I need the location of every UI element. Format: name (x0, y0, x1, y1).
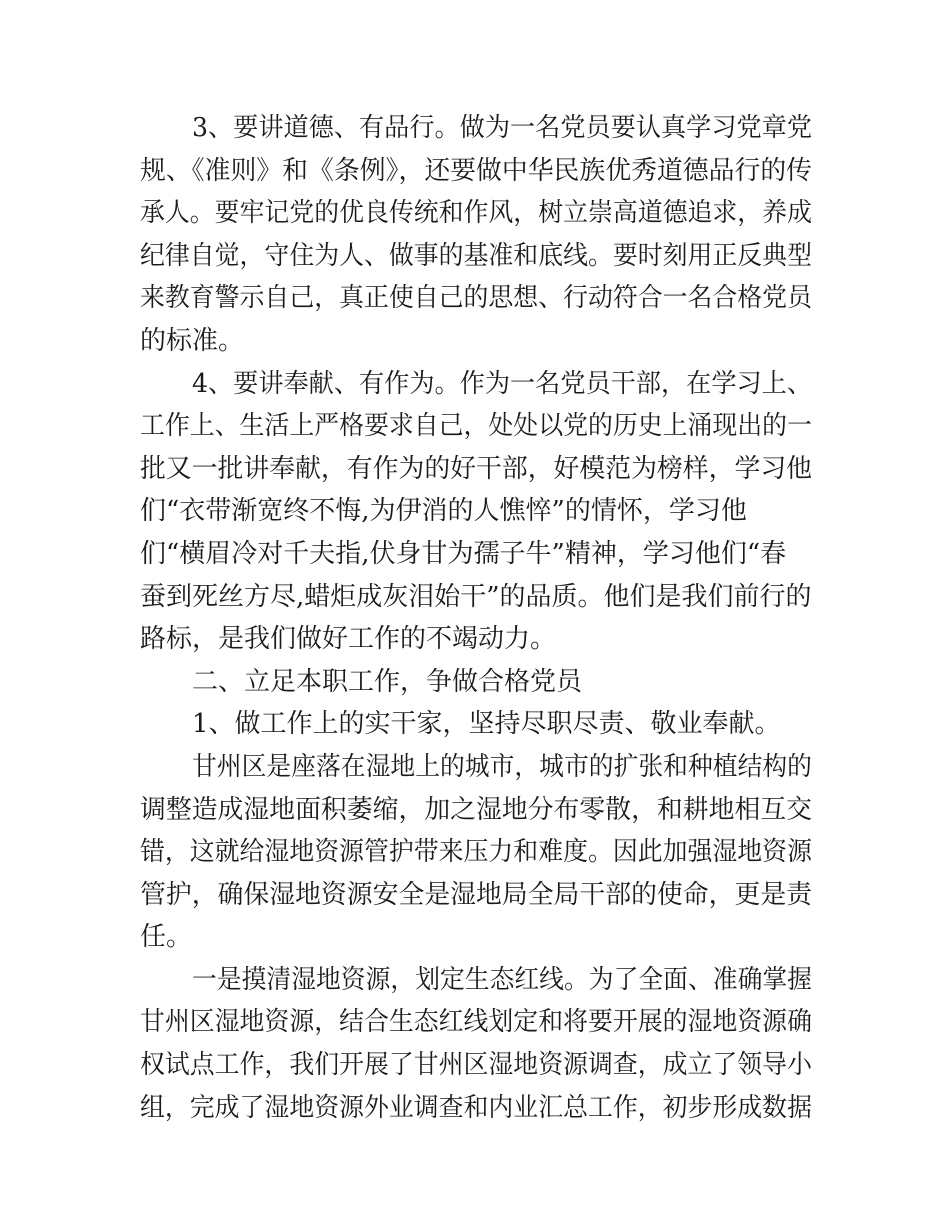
subsection-heading: 1、做工作上的实干家，坚持尽职尽责、敬业奉献。 (192, 709, 781, 740)
text-line: 权试点工作，我们开展了甘州区湿地资源调查，成立了领导小 (140, 1050, 812, 1081)
text-line: 甘州区湿地资源，结合生态红线划定和将要开展的湿地资源确 (140, 1007, 812, 1038)
text-line: 工作上、生活上严格要求自己，处处以党的历史上涌现出的一 (140, 411, 812, 442)
document-page (140, 107, 812, 1129)
text-line: 路标，是我们做好工作的不竭动力。 (140, 624, 557, 655)
text-line: 的标准。 (140, 325, 245, 356)
text-line: 们“横眉冷对千夫指,伏身甘为孺子牛”精神，学习他们“春 (140, 538, 787, 569)
text-line: 4、要讲奉献、有作为。作为一名党员干部，在学习上、 (192, 368, 812, 399)
text-line: 管护，确保湿地资源安全是湿地局全局干部的使命，更是责 (140, 879, 813, 910)
text-line: 任。 (140, 922, 193, 953)
text-line: 来教育警示自己，真正使自己的思想、行动符合一名合格党员 (140, 283, 812, 314)
text-line: 蚕到死丝方尽,蜡炬成灰泪始干”的品质。他们是我们前行的 (140, 581, 812, 612)
text-line: 批又一批讲奉献，有作为的好干部，好模范为榜样，学习他 (140, 453, 813, 484)
text-line: 规、《准则》和《条例》，还要做中华民族优秀道德品行的传 (140, 155, 813, 186)
section-heading: 二、立足本职工作，争做合格党员 (192, 666, 583, 697)
text-line: 3、要讲道德、有品行。做为一名党员要认真学习党章党 (192, 113, 812, 143)
text-line: 纪律自觉，守住为人、做事的基准和底线。要时刻用正反典型 (140, 240, 812, 271)
text-line: 一是摸清湿地资源，划定生态红线。为了全面、准确掌握 (192, 964, 812, 995)
text-line: 调整造成湿地面积萎缩，加之湿地分布零散，和耕地相互交 (140, 794, 813, 825)
text-line: 们“衣带渐宽终不悔,为伊消的人憔悴”的情怀，学习他 (140, 496, 747, 527)
text-line: 承人。要牢记党的优良传统和作风，树立崇高道德追求，养成 (140, 198, 812, 229)
text-line: 错，这就给湿地资源管护带来压力和难度。因此加强湿地资源 (140, 837, 812, 868)
text-line: 组，完成了湿地资源外业调查和内业汇总工作，初步形成数据 (140, 1092, 812, 1123)
text-line: 甘州区是座落在湿地上的城市，城市的扩张和种植结构的 (192, 751, 812, 782)
